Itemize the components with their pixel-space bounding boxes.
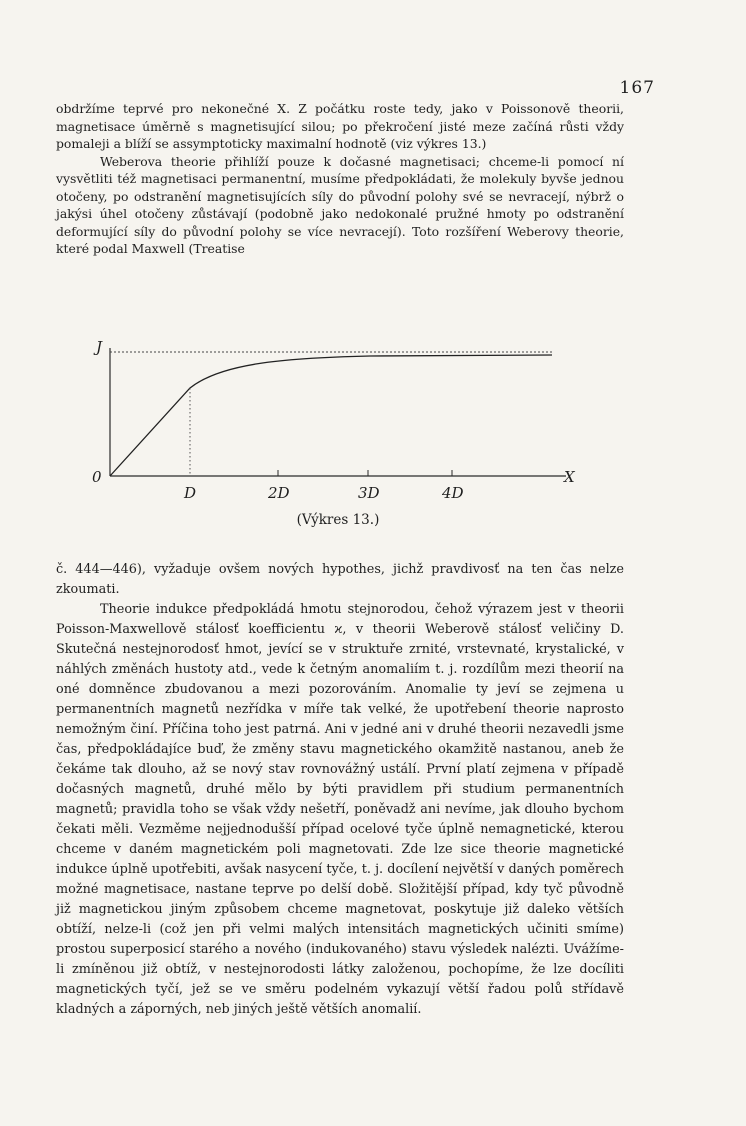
tick-label: 3D (358, 484, 380, 502)
paragraph: Weberova theorie přihlíží pouze k dočasné magnetisaci; chceme-li pomocí ní vysvětliti též magnetisaci permanentní, musíme předpokládati, že molekuly byvše jednou otočeny, po odstranění magnetisujících síly do původní polohy své se nevracejí, nýbrž o jakýsi úhel otočeny zůstávají (podobně jako nedokonalé pružné hmoty po odstranění deformující síly do původní polohy se více nevracejí). Toto rozšíření Weberovy theorie, které podal Maxwell (Treatise (56, 153, 624, 256)
figure-magnetisation-curve (80, 330, 600, 530)
page-number: 167 (619, 78, 655, 98)
paragraph: obdržíme teprvé pro nekonečné X. Z počátku roste tedy, jako v Poissonově theorii, magnetisace úměrně s magnetisující silou; po překročení jisté meze začíná růsti vždy pomaleji a blíží se assymptoticky maximalní hodnotě (viz výkres 13.) (56, 101, 624, 151)
top-text (56, 100, 624, 258)
tick-label: 4D (442, 484, 464, 502)
bottom-text (56, 560, 624, 1020)
paragraph: Theorie indukce předpokládá hmotu stejnorodou, čehož výrazem jest v theorii Poisson-Maxwellově stálosť koefficientu ϰ, v theorii Weberově stálosť veličiny D. Skutečná nestejnorodosť hmot, jevící se v struktuře zrnité, vrstevnaté, krystalické, v náhlých změnách hustoty atd., vede k četným anomaliím t. j. rozdílům mezi theorií na oné domněnce zbudovanou a mezi pozorováním. Anomalie ty jeví se zejmena u permanentních magnetů nezřídka v míře tak velké, že upotřebení theorie naprosto nemožným činí. Příčina toho jest patrná. Ani v jedné ani v druhé theorii nezavedli jsme čas, předpokládajíce buď, že změny stavu magnetického okamžitě nastanou, aneb že čekáme tak dlouho, až se nový stav rovnovážný ustálí. První platí zejmena v případě dočasných magnetů, druhé mělo by býti pravidlem při studium permanentních magnetů; pravidla toho se však vždy nešetří, poněvadž ani nevíme, jak dlouho bychom čekati měli. Vezměme nejjednodušší případ ocelové tyče úplně nemagnetické, kterou chceme v daném magnetickém poli magnetovati. Zde lze sice theorie magnetické indukce úplně upotřebiti, avšak nasycení tyče, t. j. docílení největší v daných poměrech možné magnetisace, nastane teprve po delší době. Složitější případ, kdy tyč původně již magnetickou jiným způsobem chceme magnetovat, poskytuje již daleko větších obtíží, nelze-li (což jen při velmi malých intensitách magnetických učiniti smíme) prostou superposicí starého a nového (indukovaného) stavu výsledek nalézti. Uvážíme-li zmíněnou již obtíž, v nestejnorodosti látky založenou, pochopíme, že lze docíliti magnetických tyčí, jež se ve směru podelném vykazují větší řadou polů střídavě kladných a záporných, neb jiných ještě větších anomalií. (56, 602, 624, 1017)
magnetisation-curve (110, 355, 552, 476)
figure-caption: (Výkres 13.) (296, 512, 380, 528)
tick-label: 2D (268, 484, 290, 502)
paragraph: č. 444—446), vyžaduje ovšem nových hypothes, jichž pravdivosť na ten čas nelze zkoumati. (56, 562, 624, 597)
tick-label: D (184, 484, 197, 502)
figure-svg (80, 330, 600, 530)
x-axis-label: X (564, 468, 575, 486)
origin-label: 0 (92, 468, 102, 486)
y-axis-label: J (96, 338, 103, 356)
